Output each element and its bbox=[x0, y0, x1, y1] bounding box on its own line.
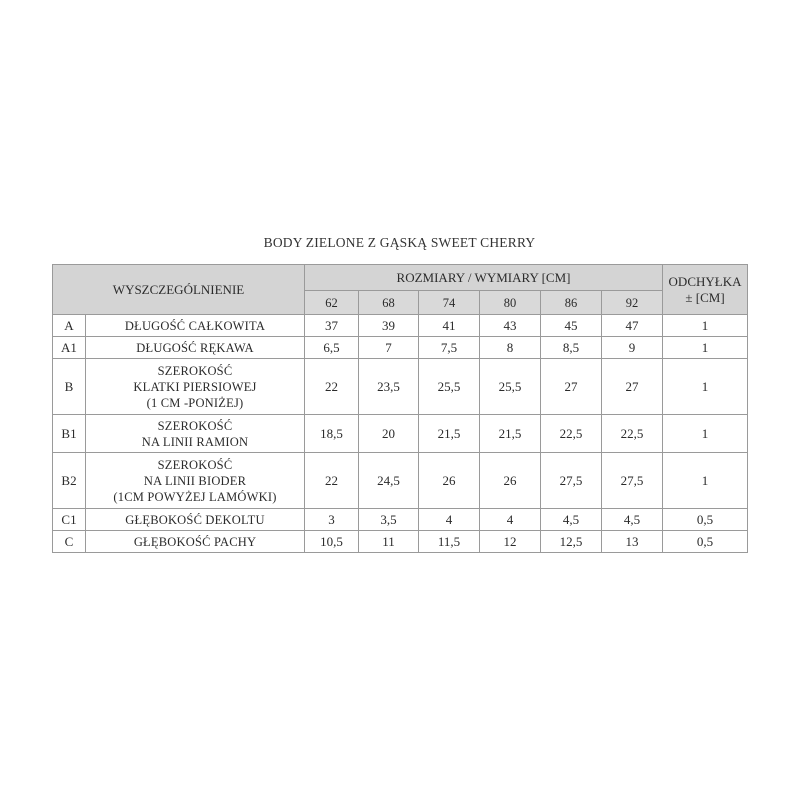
row-description-line: KLATKI PIERSIOWEJ bbox=[133, 379, 257, 394]
measurement-cell: 12 bbox=[480, 531, 541, 553]
row-description-line: DŁUGOŚĆ RĘKAWA bbox=[136, 340, 254, 355]
row-description bbox=[86, 509, 305, 531]
row-description-line: NA LINII RAMION bbox=[141, 434, 249, 449]
measurement-cell: 37 bbox=[305, 315, 359, 337]
measurement-cell: 26 bbox=[419, 453, 480, 509]
table-row bbox=[53, 453, 748, 509]
tolerance-cell: 1 bbox=[663, 359, 748, 415]
size-header-92: 92 bbox=[602, 291, 663, 315]
measurement-cell: 4,5 bbox=[602, 509, 663, 531]
table-title: BODY ZIELONE Z GĄSKĄ SWEET CHERRY bbox=[263, 235, 536, 250]
tolerance-cell: 1 bbox=[663, 337, 748, 359]
measurement-cell: 3 bbox=[305, 509, 359, 531]
size-header-68: 68 bbox=[359, 291, 419, 315]
measurement-cell: 22,5 bbox=[602, 415, 663, 453]
row-description bbox=[86, 453, 305, 509]
measurement-cell: 41 bbox=[419, 315, 480, 337]
measurement-cell: 27 bbox=[541, 359, 602, 415]
row-description-line: GŁĘBOKOŚĆ DEKOLTU bbox=[125, 512, 265, 527]
measurement-cell: 12,5 bbox=[541, 531, 602, 553]
size-header-80: 80 bbox=[480, 291, 541, 315]
row-description bbox=[86, 531, 305, 553]
table-row bbox=[53, 337, 748, 359]
table-row bbox=[53, 359, 748, 415]
row-description-line: GŁĘBOKOŚĆ PACHY bbox=[133, 534, 257, 549]
measurement-cell: 4,5 bbox=[541, 509, 602, 531]
measurement-cell: 27,5 bbox=[541, 453, 602, 509]
measurement-cell: 4 bbox=[419, 509, 480, 531]
measurement-cell: 21,5 bbox=[480, 415, 541, 453]
measurement-cell: 20 bbox=[359, 415, 419, 453]
measurement-cell: 9 bbox=[602, 337, 663, 359]
row-description bbox=[86, 415, 305, 453]
measurement-cell: 27 bbox=[602, 359, 663, 415]
tolerance-cell: 1 bbox=[663, 453, 748, 509]
measurement-cell: 6,5 bbox=[305, 337, 359, 359]
row-code: A1 bbox=[53, 337, 86, 359]
row-description-line: SZEROKOŚĆ bbox=[157, 418, 233, 433]
tolerance-cell: 0,5 bbox=[663, 509, 748, 531]
sizes-group-header: ROZMIARY / WYMIARY [CM] bbox=[305, 265, 663, 291]
measurement-cell: 22,5 bbox=[541, 415, 602, 453]
measurement-cell: 39 bbox=[359, 315, 419, 337]
table-row bbox=[53, 531, 748, 553]
row-description-line: DŁUGOŚĆ CAŁKOWITA bbox=[124, 318, 266, 333]
measurement-cell: 25,5 bbox=[419, 359, 480, 415]
row-code: B2 bbox=[53, 453, 86, 509]
size-header-86: 86 bbox=[541, 291, 602, 315]
row-description bbox=[86, 359, 305, 415]
row-code: A bbox=[53, 315, 86, 337]
row-description-line: NA LINII BIODER bbox=[143, 473, 247, 488]
measurement-cell: 11,5 bbox=[419, 531, 480, 553]
row-description-line: SZEROKOŚĆ bbox=[157, 457, 233, 472]
table-row bbox=[53, 315, 748, 337]
measurement-cell: 22 bbox=[305, 453, 359, 509]
measurement-cell: 7 bbox=[359, 337, 419, 359]
row-description bbox=[86, 337, 305, 359]
row-code: B1 bbox=[53, 415, 86, 453]
measurement-cell: 10,5 bbox=[305, 531, 359, 553]
measurement-cell: 7,5 bbox=[419, 337, 480, 359]
row-description-line: (1 CM -PONIŻEJ) bbox=[146, 395, 244, 410]
tolerance-header-line1: ODCHYŁKA bbox=[668, 273, 742, 289]
tolerance-cell: 0,5 bbox=[663, 531, 748, 553]
measurement-cell: 27,5 bbox=[602, 453, 663, 509]
row-code: C1 bbox=[53, 509, 86, 531]
measurement-cell: 26 bbox=[480, 453, 541, 509]
size-chart-table bbox=[52, 264, 748, 553]
row-description bbox=[86, 315, 305, 337]
measurement-cell: 11 bbox=[359, 531, 419, 553]
measurement-cell: 21,5 bbox=[419, 415, 480, 453]
measurement-cell: 8 bbox=[480, 337, 541, 359]
table-row bbox=[53, 415, 748, 453]
measurement-cell: 24,5 bbox=[359, 453, 419, 509]
row-code: B bbox=[53, 359, 86, 415]
measurement-cell: 8,5 bbox=[541, 337, 602, 359]
header-row bbox=[53, 265, 748, 291]
tolerance-header-line2: ± [CM] bbox=[685, 289, 725, 305]
measurement-cell: 18,5 bbox=[305, 415, 359, 453]
description-header: WYSZCZEGÓLNIENIE bbox=[53, 265, 305, 315]
measurement-cell: 43 bbox=[480, 315, 541, 337]
measurement-cell: 23,5 bbox=[359, 359, 419, 415]
tolerance-cell: 1 bbox=[663, 415, 748, 453]
measurement-cell: 3,5 bbox=[359, 509, 419, 531]
row-code: C bbox=[53, 531, 86, 553]
measurement-cell: 22 bbox=[305, 359, 359, 415]
tolerance-header bbox=[663, 265, 748, 315]
measurement-cell: 45 bbox=[541, 315, 602, 337]
tolerance-cell: 1 bbox=[663, 315, 748, 337]
row-description-line: SZEROKOŚĆ bbox=[157, 363, 233, 378]
size-header-62: 62 bbox=[305, 291, 359, 315]
measurement-cell: 25,5 bbox=[480, 359, 541, 415]
table-row bbox=[53, 509, 748, 531]
size-header-74: 74 bbox=[419, 291, 480, 315]
measurement-cell: 13 bbox=[602, 531, 663, 553]
measurement-cell: 47 bbox=[602, 315, 663, 337]
measurement-cell: 4 bbox=[480, 509, 541, 531]
row-description-line: (1CM POWYŻEJ LAMÓWKI) bbox=[113, 489, 277, 504]
